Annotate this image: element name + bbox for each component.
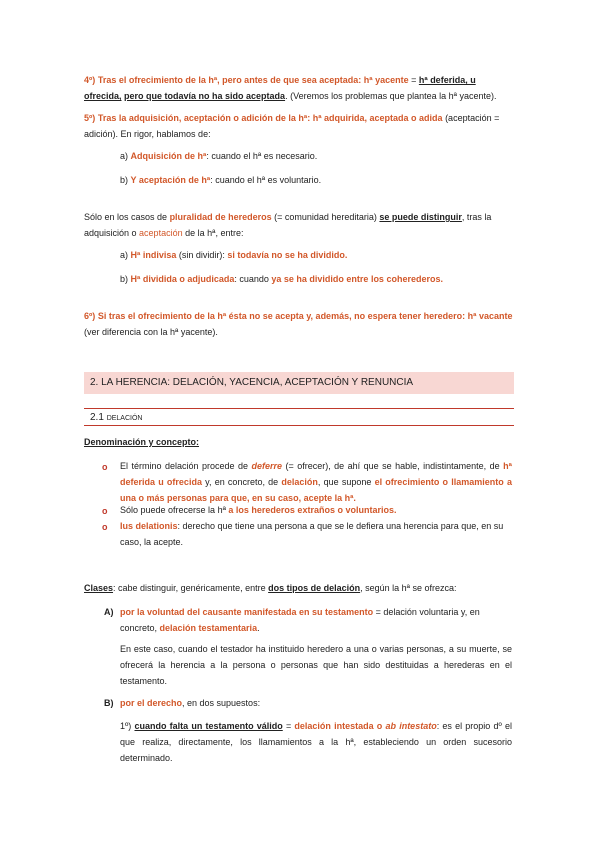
bullet-item-3 — [120, 518, 512, 550]
underlined-text: dos tipos de delación — [268, 583, 361, 593]
text: Sólo en los casos de — [84, 212, 170, 222]
text: . — [257, 623, 260, 633]
highlight-text: deferre — [251, 461, 282, 471]
bullet-item-1 — [120, 458, 512, 506]
paragraph-A — [120, 604, 512, 636]
text: , según la hª se ofrezca: — [360, 583, 457, 593]
text: , en dos supuestos: — [182, 698, 261, 708]
highlight-text: pluralidad de herederos — [169, 212, 272, 222]
underlined-text: pero que todavía no ha sido aceptada — [124, 91, 286, 101]
text: = — [282, 721, 295, 731]
paragraph-B1 — [120, 718, 512, 766]
highlight-text: delación intestada o — [294, 721, 386, 731]
list-letter: a) — [120, 151, 131, 161]
underlined-text: se puede distinguir — [379, 212, 462, 222]
highlight-text: delación testamentaria — [159, 623, 258, 633]
highlight-text: delación — [281, 477, 318, 487]
paragraph-item-5 — [84, 110, 514, 142]
paragraph-item-5b — [120, 172, 520, 188]
paragraph-clases — [84, 580, 514, 596]
item-number: 4º) — [84, 75, 96, 85]
text: de la hª, entre: — [182, 228, 244, 238]
text: (= ofrecer), de ahí que se hable, indistintamente, de — [281, 461, 504, 471]
highlight-text: Ius delationis — [120, 521, 178, 531]
text: , tras la adquisición o — [84, 212, 492, 238]
item-number: 5º) — [84, 113, 96, 123]
underlined-text: Clases — [84, 583, 114, 593]
paragraph-solo — [84, 209, 514, 241]
text: = — [408, 75, 419, 85]
text: : cuando — [234, 274, 272, 284]
highlight-text: Y aceptación de hª — [130, 175, 211, 185]
subsection-title: DELACIÓN — [106, 415, 143, 422]
text: (= comunidad hereditaria) — [271, 212, 380, 222]
underlined-text: cuando falta un testamento válido — [134, 721, 283, 731]
list-letter-B: B) — [104, 698, 114, 708]
paragraph-B — [120, 695, 512, 711]
paragraph-solo-a — [120, 247, 520, 263]
highlight-text: Hª indivisa — [130, 250, 177, 260]
highlight-text: Hª dividida o adjudicada — [130, 274, 235, 284]
bullet: o — [102, 506, 108, 516]
highlight-text: ya se ha dividido entre los coherederos. — [271, 274, 443, 284]
paragraph-A-detail: En este caso, cuando el testador ha instituido heredero a una o varias personas, a su muerte, se ofrecerá la herencia a la persona o personas que han sido destituidas a herederas en el testamento. — [120, 644, 512, 686]
subsection-heading — [84, 408, 514, 426]
text: (aceptación = adición). En rigor, hablamos de: — [84, 113, 500, 139]
text: 1º) — [120, 721, 135, 731]
bullet: o — [102, 522, 108, 532]
highlight-text: : hª vacante — [462, 311, 513, 321]
highlight-text: el ofrecimiento o llamamiento a una o más personas para que, en su caso, acepte la hª. — [120, 477, 512, 503]
text: (ver diferencia con la hª yacente). — [84, 327, 218, 337]
highlight-text: Tras la adquisición, aceptación o adición de la hª: hª adquirida, aceptada o adida — [97, 113, 443, 123]
highlight-text: si todavía no se ha dividido. — [227, 250, 348, 260]
text: . (Veremos los problemas que plantea la hª yacente). — [285, 91, 497, 101]
list-letter: a) — [120, 250, 131, 260]
paragraph-item-5a — [120, 148, 520, 164]
highlight-text: por el derecho — [120, 698, 183, 708]
paragraph-item-4 — [84, 72, 514, 104]
text: (sin dividir): — [176, 250, 228, 260]
highlight-text: Adquisición de hª — [130, 151, 207, 161]
subsection-number: 2.1 — [90, 412, 107, 423]
highlight-text: Tras el ofrecimiento de la hª, pero antes de que sea aceptada: hª yacente — [97, 75, 409, 85]
highlight-text: ab intestato — [385, 721, 437, 731]
text: : cuando el hª es voluntario. — [210, 175, 322, 185]
list-letter: b) — [120, 175, 131, 185]
text: : es el propio dº el que realiza, directamente, los llamamientos a la hª, estableciendo un orden sucesorio determinado. — [120, 721, 512, 763]
text: : cabe distinguir, genéricamente, entre — [113, 583, 269, 593]
highlight-text: aceptación — [139, 228, 183, 238]
bullet-item-2 — [120, 502, 512, 518]
text: : derecho que tiene una persona a que se le defiera una herencia para que, en su caso, la acepte. — [120, 521, 504, 547]
highlight-text: Si tras el ofrecimiento de la hª ésta no se acepta y, además, no espera tener heredero — [97, 311, 463, 321]
list-letter: b) — [120, 274, 131, 284]
paragraph-item-6 — [84, 308, 514, 340]
text: y, en concreto, de — [201, 477, 282, 487]
item-number: 6º) — [84, 311, 96, 321]
underlined-text: hª deferida, u ofrecida, — [84, 75, 476, 101]
paragraph-solo-b — [120, 271, 520, 287]
highlight-text: hª deferida u ofrecida — [120, 461, 512, 487]
text: Sólo puede ofrecerse la hª — [120, 505, 229, 515]
bullet: o — [102, 462, 108, 472]
highlight-text: por la voluntad del causante manifestada en su testamento — [120, 607, 374, 617]
section-heading: 2. LA HERENCIA: DELACIÓN, YACENCIA, ACEPTACIÓN Y RENUNCIA — [84, 372, 514, 394]
text: , que supone — [317, 477, 375, 487]
denominacion-label: Denominación y concepto: — [84, 437, 200, 447]
highlight-text: a los herederos extraños o voluntarios. — [228, 505, 397, 515]
text: = delación voluntaria y, en concreto, — [120, 607, 480, 633]
text: El término delación procede de — [120, 461, 252, 471]
list-letter-A: A) — [104, 607, 114, 617]
text: : cuando el hª es necesario. — [206, 151, 318, 161]
